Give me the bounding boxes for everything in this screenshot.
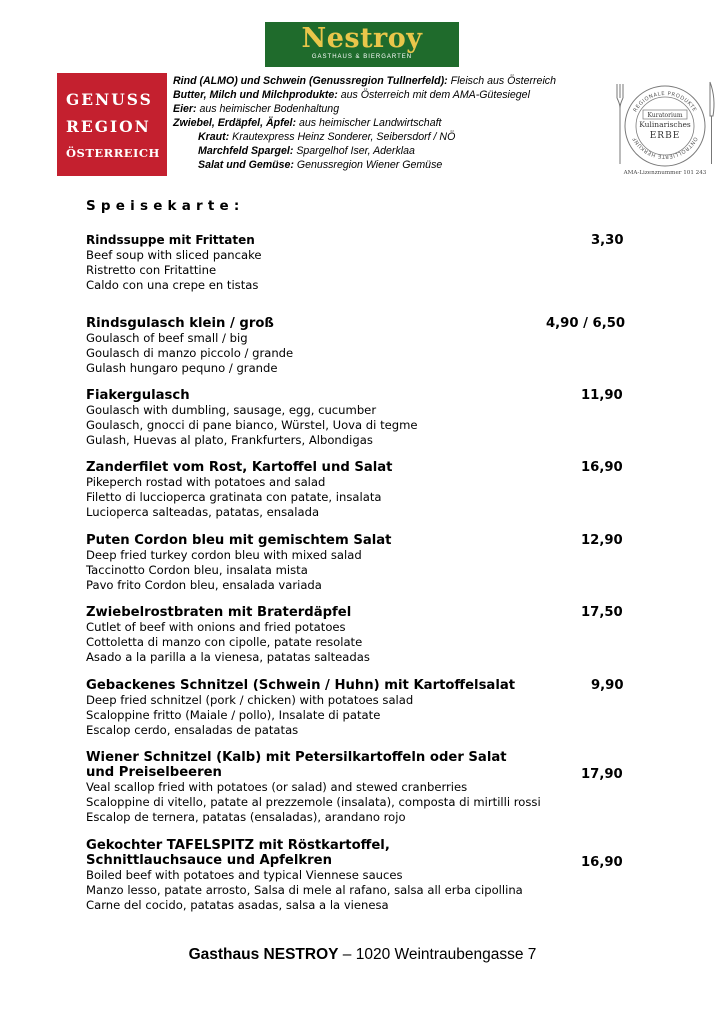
- source-label: Kraut:: [198, 131, 230, 143]
- menu-item-desc-es: Lucioperca salteadas, patatas, ensalada: [86, 505, 320, 519]
- menu-item-name: Rindssuppe mit Frittaten: [86, 233, 255, 247]
- menu-item-desc-en: Goulasch with dumbling, sausage, egg, cucumber: [86, 403, 377, 417]
- menu-item-price: 3,30: [591, 233, 624, 248]
- menu-item-price: 11,90: [581, 388, 623, 403]
- menu-item-desc-it: Ristretto con Fritattine: [86, 263, 217, 277]
- source-text: Fleisch aus Österreich: [447, 75, 556, 87]
- menu-item-desc-es: Pavo frito Cordon bleu, ensalada variada: [86, 578, 322, 592]
- menu-item: [86, 533, 646, 593]
- seal-kulinarisches: Kulinarisches: [639, 120, 691, 129]
- menu-item-desc-en: Cutlet of beef with onions and fried potatoes: [86, 620, 346, 634]
- seal-kuratorium: Kuratorium: [647, 112, 683, 119]
- source-row: [173, 88, 638, 102]
- footer-address: [0, 946, 725, 964]
- menu-item-name: Zwiebelrostbraten mit Braterdäpfel: [86, 605, 352, 620]
- source-row: [173, 158, 638, 172]
- menu-item-desc-es: Carne del cocido, patatas asadas, salsa a la vienesa: [86, 898, 389, 912]
- source-row: [173, 144, 638, 158]
- menu-item-desc-es: Gulash hungaro pequno / grande: [86, 361, 278, 375]
- menu-item-desc-en: Boiled beef with potatoes and typical Viennese sauces: [86, 868, 403, 882]
- source-text: aus Österreich mit dem AMA-Gütesiegel: [337, 89, 530, 101]
- menu-item-desc-en: Veal scallop fried with potatoes (or salad) and stewed cranberries: [86, 780, 468, 794]
- menu-item: [86, 838, 646, 913]
- nestroy-logo: [265, 22, 459, 67]
- menu-item-desc-it: Goulasch, gnocci di pane bianco, Würstel, Uova di tegme: [86, 418, 418, 432]
- menu-item-desc-es: Gulash, Huevas al plato, Frankfurters, Albondigas: [86, 433, 373, 447]
- menu-item: [86, 388, 646, 448]
- source-label: Butter, Milch und Milchprodukte:: [173, 89, 338, 101]
- menu-item-name-line-2: Schnittlauchsauce und Apfelkren: [86, 853, 332, 868]
- footer-address-text: – 1020 Weintraubengasse 7: [338, 946, 537, 963]
- menu-item-desc-it: Scaloppine fritto (Maiale / pollo), Insalate di patate: [86, 708, 381, 722]
- source-label: Salat und Gemüse:: [198, 159, 294, 171]
- seal-ring-bottom-text: ONTROLLIERTE HERKUNF: [631, 135, 699, 160]
- source-text: Krautexpress Heinz Sonderer, Seibersdorf / NÖ: [229, 131, 456, 143]
- menu-item-desc-en: Deep fried turkey cordon bleu with mixed salad: [86, 548, 362, 562]
- knife-icon: [710, 82, 714, 164]
- menu-item: [86, 233, 646, 293]
- menu-item-price: 9,90: [591, 678, 624, 693]
- menu-item: [86, 460, 646, 520]
- menu-item-price: 16,90: [581, 855, 623, 870]
- menu-item-desc-es: Escalop cerdo, ensaladas de patatas: [86, 723, 299, 737]
- source-row: [173, 116, 638, 130]
- genuss-line-2: REGION: [66, 117, 151, 136]
- menu-item-name: Wiener Schnitzel (Kalb) mit Petersilkartoffeln oder Salat: [86, 750, 507, 765]
- menu-item-desc-it: Goulasch di manzo piccolo / grande: [86, 346, 294, 360]
- menu-item-name: Rindsgulasch klein / groß: [86, 316, 274, 331]
- menu-item: [86, 605, 646, 665]
- menu-item-name-line-2: und Preiselbeeren: [86, 765, 222, 780]
- menu-item-desc-it: Taccinotto Cordon bleu, insalata mista: [86, 563, 308, 577]
- source-label: Zwiebel, Erdäpfel, Äpfel:: [173, 117, 297, 129]
- menu-item-desc-en: Beef soup with sliced pancake: [86, 248, 262, 262]
- logo-name: Nestroy: [301, 23, 423, 54]
- seal-ama-number: AMA-Lizenznummer 101 243: [623, 170, 707, 176]
- menu-item-name: Gebackenes Schnitzel (Schwein / Huhn) mit Kartoffelsalat: [86, 678, 516, 693]
- menu-item-desc-it: Cottoletta di manzo con cipolle, patate resolate: [86, 635, 363, 649]
- menu-item-name: Fiakergulasch: [86, 388, 190, 403]
- menu-item-desc-en: Pikeperch rostad with potatoes and salad: [86, 475, 326, 489]
- genuss-line-1: GENUSS: [66, 90, 153, 109]
- fork-icon: [617, 84, 623, 164]
- menu-item-name: Zanderfilet vom Rost, Kartoffel und Salat: [86, 460, 393, 475]
- menu-item-desc-en: Deep fried schnitzel (pork / chicken) with potatoes salad: [86, 693, 414, 707]
- source-text: aus heimischer Landwirtschaft: [296, 117, 442, 129]
- source-label: Eier:: [173, 103, 197, 115]
- source-text: aus heimischer Bodenhaltung: [196, 103, 340, 115]
- menu-item-desc-es: Asado a la parilla a la vienesa, patatas salteadas: [86, 650, 370, 664]
- menu-title: Speisekarte:: [86, 198, 245, 214]
- source-row: [173, 102, 638, 116]
- seal-ring-top-text: REGIONALE PRODUKTE: [632, 90, 698, 114]
- source-text: Spargelhof Iser, Aderklaa: [293, 145, 415, 157]
- sources-list: [173, 74, 638, 172]
- menu-item: [86, 750, 646, 825]
- menu-item-price: 4,90 / 6,50: [546, 316, 626, 331]
- source-text: Genussregion Wiener Gemüse: [293, 159, 443, 171]
- menu-item-name: Puten Cordon bleu mit gemischtem Salat: [86, 533, 392, 548]
- menu-item-price: 17,50: [581, 605, 623, 620]
- menu-item-desc-it: Scaloppine di vitello, patate al prezzemole (insalata), composta di mirtilli rossi: [86, 795, 541, 809]
- kulinarisches-erbe-seal: [610, 76, 720, 176]
- menu-item-desc-en: Goulasch of beef small / big: [86, 331, 248, 345]
- menu-item-desc-it: Manzo lesso, patate arrosto, Salsa di mele al rafano, salsa all erba cipollina: [86, 883, 523, 897]
- menu-item-desc-it: Filetto di luccioperca gratinata con patate, insalata: [86, 490, 382, 504]
- menu-item-desc-es: Escalop de ternera, patatas (ensaladas), arandano rojo: [86, 810, 406, 824]
- genuss-region-logo: [57, 73, 167, 176]
- footer-name: Gasthaus NESTROY: [188, 946, 339, 963]
- source-row: [173, 130, 638, 144]
- source-label: Rind (ALMO) und Schwein (Genussregion Tullnerfeld):: [173, 75, 448, 87]
- menu-item-desc-es: Caldo con una crepe en tistas: [86, 278, 259, 292]
- menu-item-name: Gekochter TAFELSPITZ mit Röstkartoffel,: [86, 838, 390, 853]
- seal-erbe: ERBE: [649, 131, 681, 141]
- source-label: Marchfeld Spargel:: [198, 145, 294, 157]
- menu-item-price: 17,90: [581, 767, 623, 782]
- menu-item-price: 16,90: [581, 460, 623, 475]
- menu-item: [86, 678, 646, 738]
- source-row: [173, 74, 638, 88]
- logo-subtitle: GASTHAUS & BIERGARTEN: [311, 54, 413, 60]
- genuss-line-3: ÖSTERREICH: [66, 146, 160, 160]
- menu-item-price: 12,90: [581, 533, 623, 548]
